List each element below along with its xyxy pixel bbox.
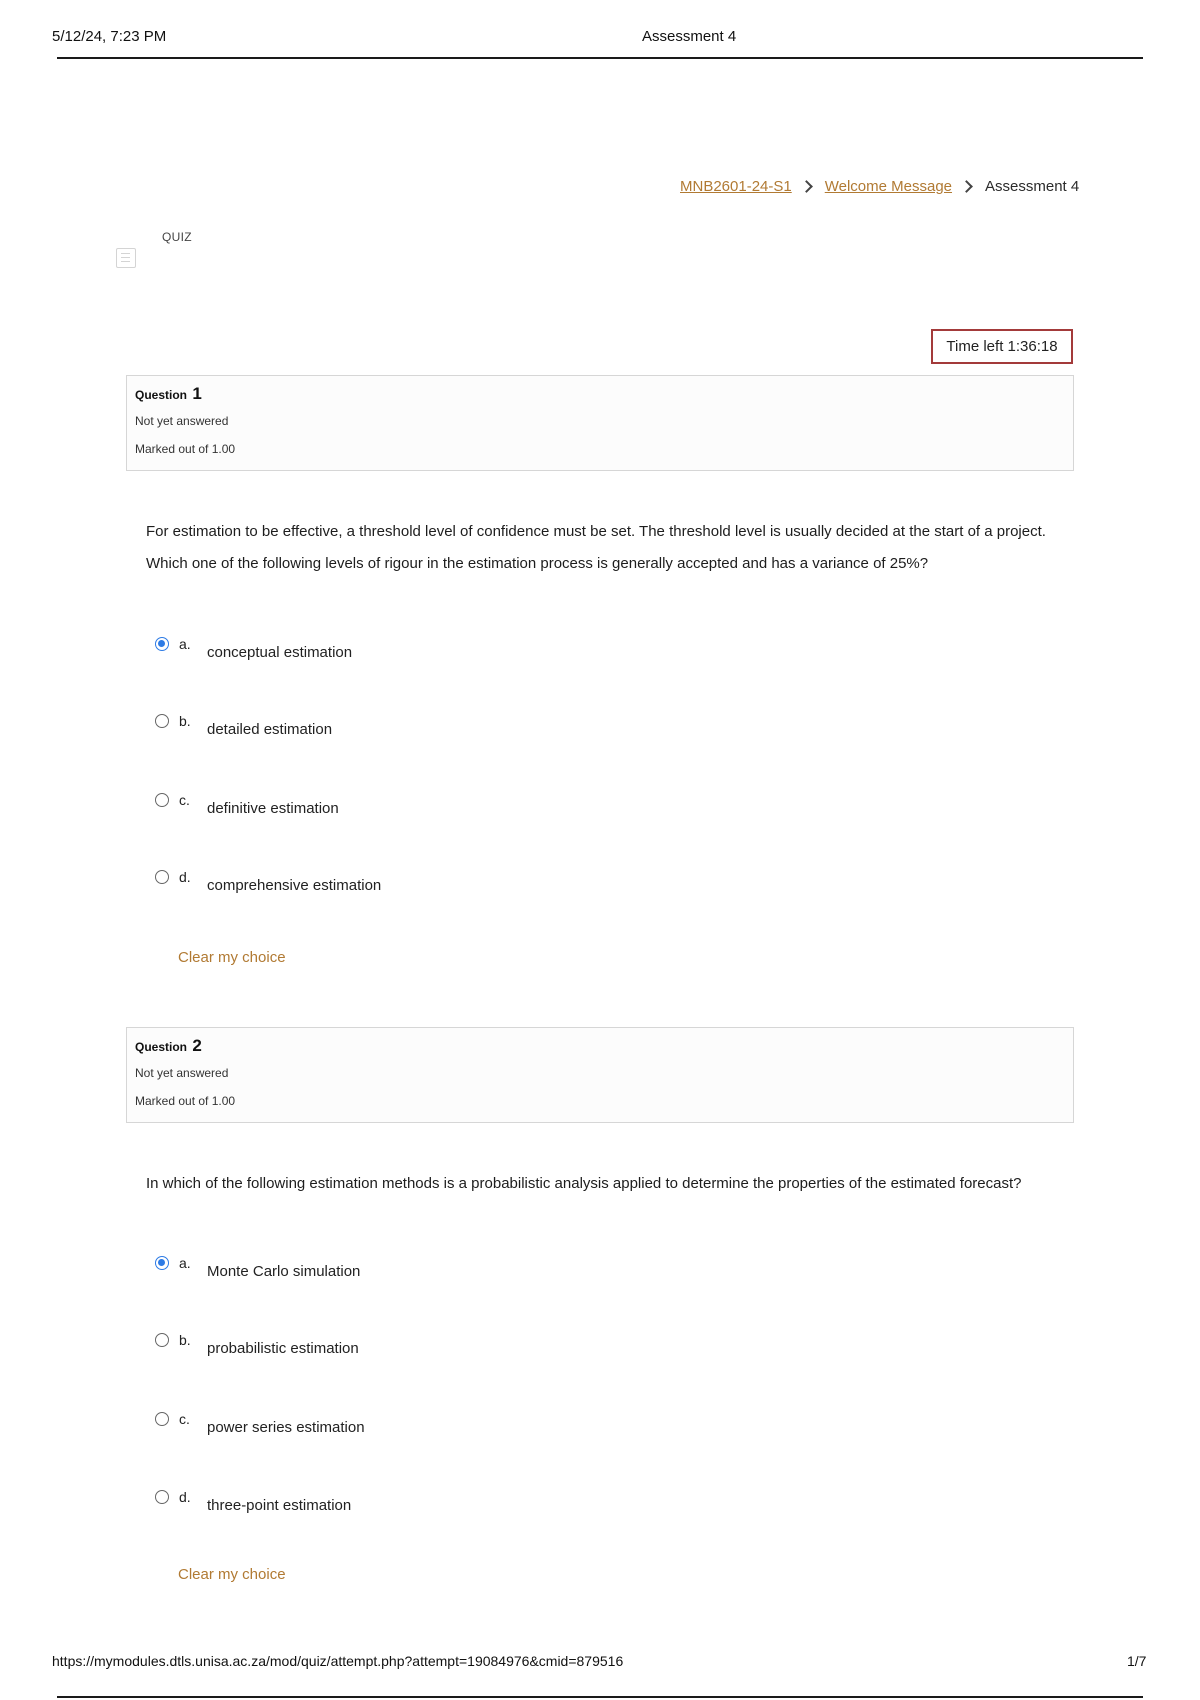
radio-button[interactable]	[155, 1333, 169, 1347]
question-state: Not yet answered	[135, 414, 229, 428]
answer-letter: b.	[179, 1332, 191, 1348]
answer-letter: d.	[179, 1489, 191, 1505]
clear-choice-link[interactable]: Clear my choice	[178, 1566, 286, 1583]
breadcrumb-current: Assessment 4	[985, 178, 1080, 195]
radio-button[interactable]	[155, 870, 169, 884]
breadcrumb-link-course[interactable]: MNB2601-24-S1	[680, 178, 792, 195]
answer-letter: a.	[179, 636, 191, 652]
answer-text: detailed estimation	[207, 721, 333, 738]
footer-divider	[57, 1696, 1143, 1698]
question-state: Not yet answered	[135, 1066, 229, 1080]
question-text-2	[146, 1172, 1056, 1196]
clear-choice-link[interactable]: Clear my choice	[178, 949, 286, 966]
question-grade: Marked out of 1.00	[135, 442, 236, 456]
answer-text: Monte Carlo simulation	[207, 1263, 361, 1280]
answer-text: power series estimation	[207, 1419, 365, 1436]
question-text-1	[146, 520, 1056, 576]
question-paragraph: In which of the following estimation methods is a probabilistic analysis applied to determine the properties of the estimated forecast?	[146, 1175, 1022, 1192]
question-number: Question 2	[135, 1036, 202, 1055]
page-url: https://mymodules.dtls.unisa.ac.za/mod/quiz/attempt.php?attempt=19084976&cmid=879516	[52, 1653, 624, 1669]
time-left-timer: Time left 1:36:18	[931, 329, 1073, 364]
answer-option-2d[interactable]	[155, 1489, 351, 1519]
page-number: 1/7	[1127, 1653, 1147, 1669]
answer-option-2b[interactable]	[155, 1332, 359, 1362]
answer-option-1b[interactable]	[155, 713, 332, 743]
activity-type-label: QUIZ	[162, 230, 192, 244]
radio-button[interactable]	[155, 1412, 169, 1426]
question-number: Question 1	[135, 384, 202, 403]
answer-text: probabilistic estimation	[207, 1340, 359, 1357]
answer-text: three-point estimation	[207, 1497, 352, 1514]
print-title: Assessment 4	[642, 28, 737, 45]
answer-option-2a[interactable]	[155, 1255, 360, 1285]
answer-option-1c[interactable]	[155, 792, 339, 822]
answer-letter: d.	[179, 869, 191, 885]
print-date: 5/12/24, 7:23 PM	[52, 28, 167, 45]
answer-option-1d[interactable]	[155, 869, 381, 899]
answer-letter: c.	[179, 792, 190, 808]
question-paragraph: Which one of the following levels of rigour in the estimation process is generally accepted and has a variance of 25%?	[146, 555, 929, 572]
question-grade: Marked out of 1.00	[135, 1094, 236, 1108]
answer-letter: b.	[179, 713, 191, 729]
answer-text: conceptual estimation	[207, 644, 353, 661]
question-info-1	[126, 375, 1074, 471]
radio-button[interactable]	[155, 1256, 169, 1270]
header-divider	[57, 57, 1143, 59]
radio-button[interactable]	[155, 1490, 169, 1504]
chevron-right-icon	[960, 180, 973, 193]
answer-text: comprehensive estimation	[207, 877, 382, 894]
answer-option-2c[interactable]	[155, 1411, 365, 1441]
radio-button[interactable]	[155, 793, 169, 807]
answer-option-1a[interactable]	[155, 636, 352, 666]
answer-text: definitive estimation	[207, 800, 339, 817]
radio-button[interactable]	[155, 637, 169, 651]
answer-letter: a.	[179, 1255, 191, 1271]
breadcrumb-link-welcome[interactable]: Welcome Message	[824, 178, 953, 195]
answer-letter: c.	[179, 1411, 190, 1427]
question-info-2	[126, 1027, 1074, 1123]
question-paragraph: For estimation to be effective, a threshold level of confidence must be set. The threshold level is usually decided at the start of a project.	[146, 523, 1046, 540]
breadcrumb	[680, 178, 1079, 195]
chevron-right-icon	[800, 180, 813, 193]
radio-button[interactable]	[155, 714, 169, 728]
quiz-icon	[116, 248, 136, 268]
